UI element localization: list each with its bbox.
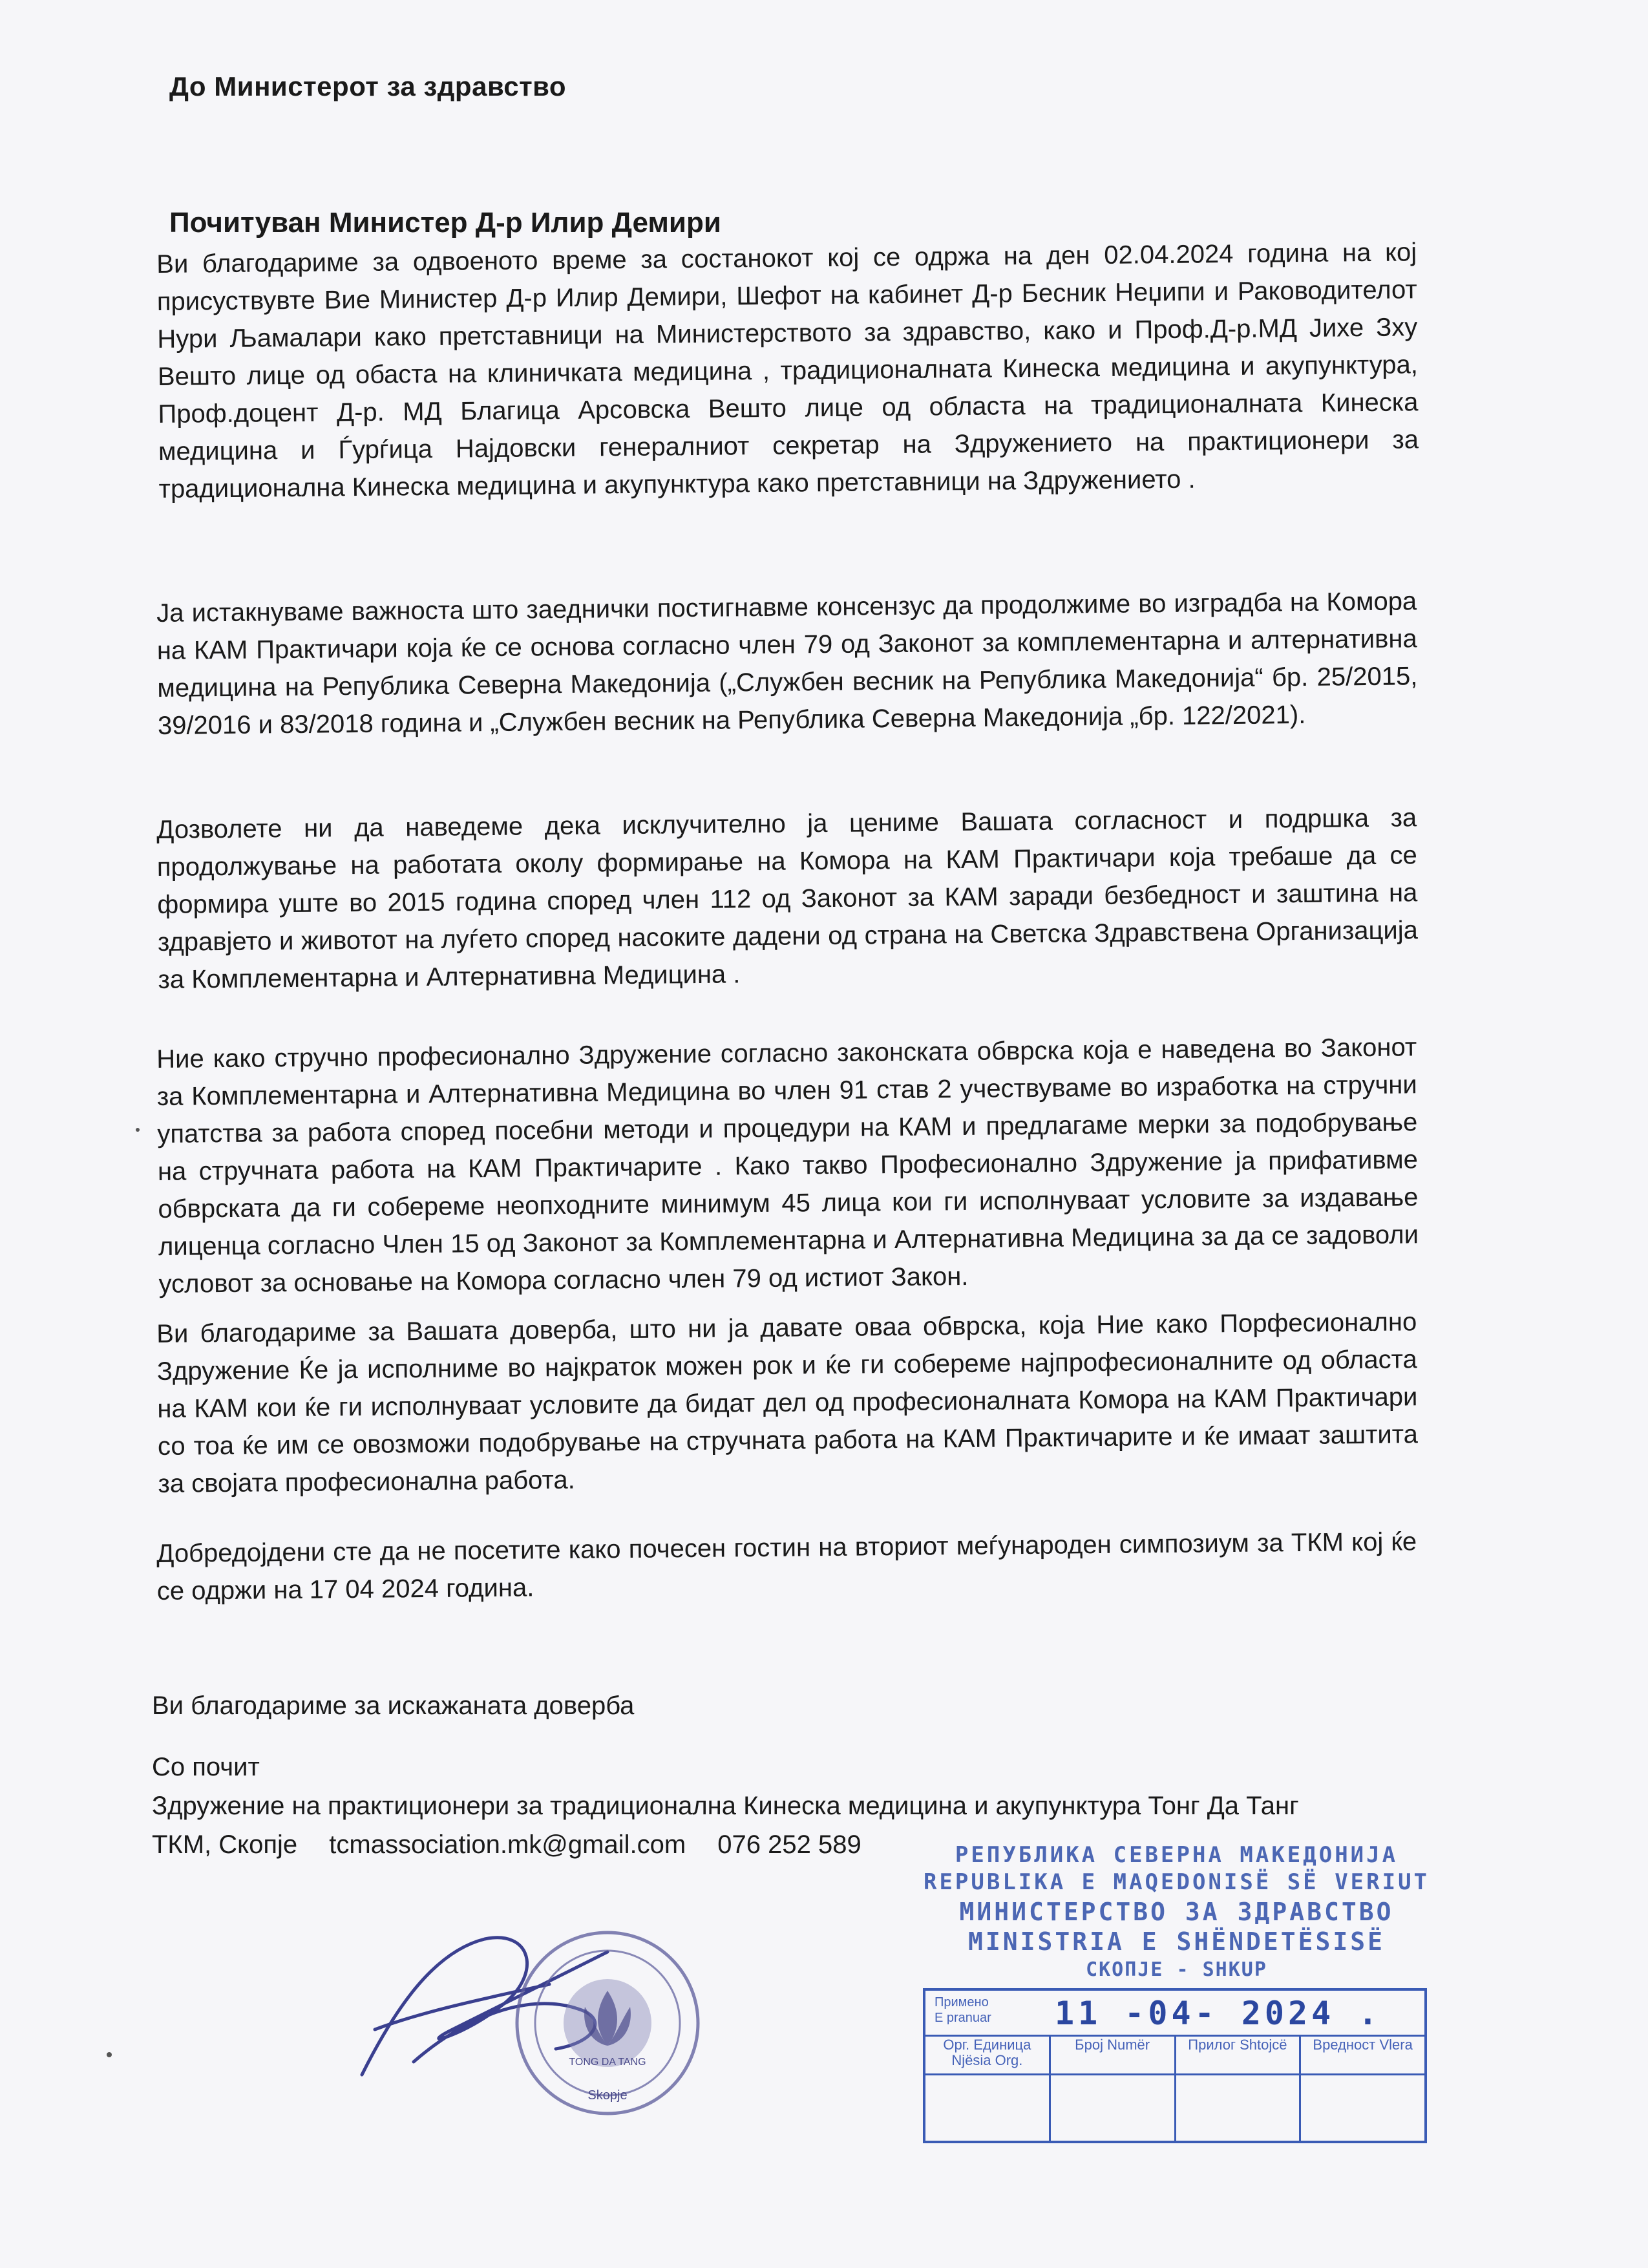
stamp-line-4: MINISTRIA E SHËNDETËSISË: [967, 1927, 1386, 1956]
stamp-col-number: Број Numër: [1051, 2035, 1176, 2143]
email-text: tcmassociation.mk@gmail.com: [329, 1830, 686, 1859]
salutation: Почитуван Министер Д-р Илир Демири: [169, 207, 721, 238]
phone-text: 076 252 589: [717, 1830, 861, 1859]
closing-regards: Со почит: [152, 1753, 260, 1781]
association-seal-icon: [511, 1926, 704, 2120]
stamp-line-5: СКОПЈЕ - SHKUP: [1086, 1958, 1267, 1981]
paper-speck: [136, 1128, 140, 1132]
stamp-columns: [925, 2035, 1424, 2143]
ministry-received-stamp: [923, 1842, 1430, 2146]
seal-bottom-text: Skopje: [587, 2088, 628, 2103]
closing-organization: Здружение на практиционери за традиционална Кинеска медицина и акупунктура Тонг Да Танг: [152, 1792, 1299, 1820]
stamp-line-2: REPUBLIKA E MAQEDONISË SË VERIUT: [923, 1869, 1430, 1895]
paragraph-4: Ние како стручно професионално Здружение согласно законската обврска која е наведена во Законот за Комплементарна и Алтернативна Медицина во член 91 став 2 учествуваме во изработка на стручни упатства за работа според посебни методи и процедури на КАМ и предлагаме мерки за подобрување на стручната работа на КАМ Практичарите . Како такво Професионално Здружение ја прифативме обврската да ги собереме неопходните минимум 45 лица кои ги исполнуваат условите за издавање лиценца согласно Член 15 од Законот за Комплементарна и Алтернативна Медицина за да се задоволи условот за основање на Комора согласно член 79 од истиот Закон.: [156, 1033, 1419, 1298]
stamp-line-1: РЕПУБЛИКА СЕВЕРНА МАКЕДОНИЈА: [955, 1842, 1399, 1868]
paper-speck: [107, 2052, 112, 2057]
stamp-line-3: МИНИСТЕРСТВО ЗА ЗДРАВСТВО: [959, 1898, 1394, 1926]
paragraph-5: Ви благодариме за Вашата доверба, што ни ја давате оваа обврска, која Ние како Порфесионално Здружение Ќе ја исполниме во најкраток можен рок и ќе ги собереме најпрофесионалните од областа на КАМ кои ќе ги исполнуваат условите да бидат дел од професионалната Комора на КАМ Практичари со тоа ќе им се овозможи подобрување на стручната работа на КАМ Практичарите и ќе имаат заштита за својата професионална работа.: [156, 1308, 1419, 1498]
closing-thanks: Ви благодариме за искажаната доверба: [152, 1691, 635, 1720]
paragraph-6: Добредојдени сте да не посетите како почесен гостин на вториот меѓународен симпозиум за ТКМ кој ќе се одржи на 17 04 2024 година.: [156, 1527, 1417, 1606]
stamp-received-row: [925, 1991, 1424, 2037]
stamp-col-attachment: Прилог Shtojcë: [1176, 2035, 1302, 2143]
stamp-col-org-unit: Орг. Единица Njësia Org.: [925, 2035, 1051, 2143]
seal-center-text: TONG DA TANG: [569, 2057, 646, 2068]
received-label: Примено Е pranuar: [935, 1995, 991, 2025]
paragraph-1: Ви благодариме за одвоеното време за состанокот кој се одржа на ден 02.04.2024 година на кој присуствувте Вие Министер Д-р Илир Демири, Шефот на кабинет Д-р Бесник Неџипи и Раководителот Нури Љамалари како претставници на Министерството за здравство, како и Проф.Д-р.МД Јихе Зху Вешто лице од обаста на клиничката медицина , традиционалната Кинеска медицина и акупунктура, Проф.доцент Д-р. МД Благица Арсовска Вешто лице од областа на традиционалната Кинеска медицина и Ѓурѓица Најдовски генералниот секретар на Здружението на практиционери за традиционална Кинеска медицина и акупунктура како претставници на Здружението .: [156, 238, 1419, 503]
stamp-col-value: Вредност Vlera: [1301, 2035, 1424, 2143]
paragraph-2: Ја истакнуваме важноста што заеднички постигнавме консензус да продолжиме во изградба на Комора на КАМ Практичари која ќе се основа согласно член 79 од Законот за комплементарна и алтернативна медицина на Република Северна Македонија („Службен весник на Република Македонија“ бр. 25/2015, 39/2016 и 83/2018 година и „Службен весник на Република Северна Македонија „бр. 122/2021).: [156, 587, 1418, 740]
stamp-grid: [923, 1988, 1427, 2143]
city-text: ТКМ, Скопје: [152, 1830, 298, 1859]
received-date: 11 -04- 2024 .: [1055, 1995, 1382, 2032]
paragraph-3: Дозволете ни да наведеме дека исклучително ја цениме Вашата согласност и подршка за продолжување на работата околу формирање на Комора на КАМ Практичари која требаше да се формира уште во 2015 година според член 112 од Законот за КАМ заради безбедност и заштина на здравјето и животот на луѓето според насоките дадени од страна на Светска Здравствена Организација за Комплементарна и Алтернативна Медицина .: [156, 803, 1419, 994]
addressee-heading: До Министерот за здравство: [169, 71, 567, 101]
